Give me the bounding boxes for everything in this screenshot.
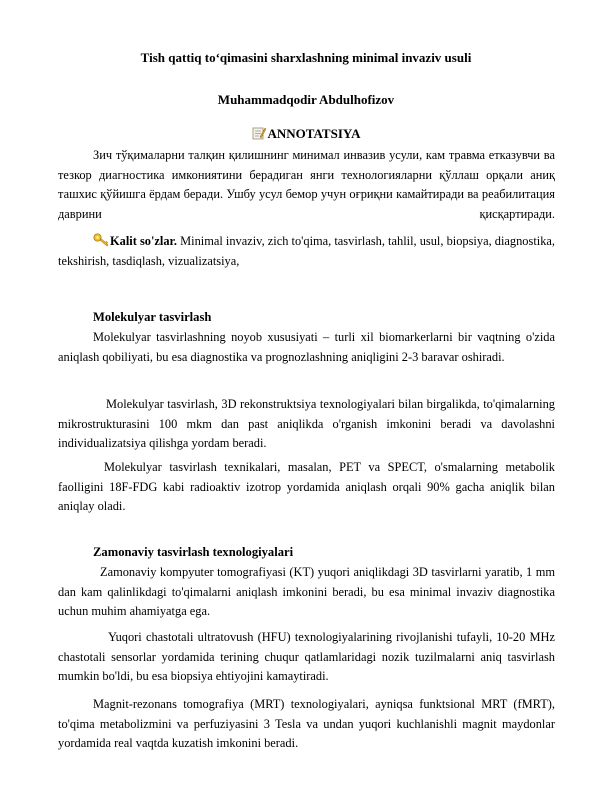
memo-icon <box>252 126 266 140</box>
paragraph-modern-1: Zamonaviy kompyuter tomografiyasi (KT) yuqori aniqlikdagi 3D tasvirlarni yaratib, 1 mm dan kam qalinlikdagi to'qimalarni aniqlash imkonini beradi, bu esa minimal invaziv diagnostika uchun muhim ahamiyatga ega. <box>58 565 555 618</box>
paragraph-modern-2: Yuqori chastotali ultratovush (HFU) texnologiyalarining rivojlanishi tufayli, 10-20 MHz chastotali sensorlar yordamida terining chuqur qatlamlaridagi nozik tuzilmalarni aniq tasvirlash mumkin bo'ldi, bu esa biopsiya ehtiyojini kamaytiradi. <box>58 630 555 683</box>
keywords-label: Kalit so'zlar. <box>110 234 178 248</box>
keywords-text: Minimal invaziv, zich to'qima, tasvirlash, tahlil, usul, biopsiya, diagnostika, tekshirish, tasdiqlash, vizualizatsiya, <box>58 234 555 268</box>
paragraph-molecular-2: Molekulyar tasvirlash, 3D rekonstruktsiya texnologiyalari bilan birgalikda, to'qimalarning mikrostrukturasini 100 mkm dan past aniqlikda o'rganish imkonini beradi va davolashni individualizatsiya qilishga yordam beradi. <box>58 397 555 450</box>
document-title: Tish qattiq to‘qimasini sharxlashning minimal invaziv usuli <box>140 50 472 65</box>
annotation-heading-row <box>0 126 612 142</box>
paragraph-molecular-1: Molekulyar tasvirlashning noyob xususiyati – turli xil biomarkerlarni bir vaqtning o'zida aniqlash qobiliyati, bu esa diagnostika va prognozlashning aniqligini 2-3 baravar oshiradi. <box>58 330 555 364</box>
section-heading-molecular: Molekulyar tasvirlash <box>93 310 212 324</box>
key-icon <box>93 233 109 247</box>
keywords-paragraph <box>58 232 555 271</box>
paragraph-modern-3: Magnit-rezonans tomografiya (MRT) texnologiyalari, ayniqsa funktsional MRT (fMRT), to'qima metabolizmini va perfuziyasini 3 Tesla va undan yuqori kuchlanishli magnit maydonlar yordamida real vaqtda kuzatish imkonini beradi. <box>58 697 555 750</box>
section-heading-modern-imaging: Zamonaviy tasvirlash texnologiyalari <box>93 545 294 559</box>
paragraph-molecular-3: Molekulyar tasvirlash texnikalari, masalan, PET va SPECT, o'smalarning metabolik faolligini 18F-FDG kabi radioaktiv izotrop yordamida aniqlash orqali 90% gacha aniqlik bilan aniqlay oladi. <box>58 460 555 513</box>
author-name: Muhammadqodir Abdulhofizov <box>217 92 395 107</box>
annotation-heading: ANNOTATSIYA <box>267 126 361 141</box>
annotation-text: Зич тўқималарни талқин қилишнинг минимал инвазив усули, кам травма етказувчи ва тезкор диагностика имкониятини берадиган янги технологияларни қўллаш орқали аниқ ташхис қўйишга ёрдам беради. Ушбу усул бемор учун оғриқни камайтиради ва реабилитация даврини қисқартиради. <box>58 148 555 221</box>
